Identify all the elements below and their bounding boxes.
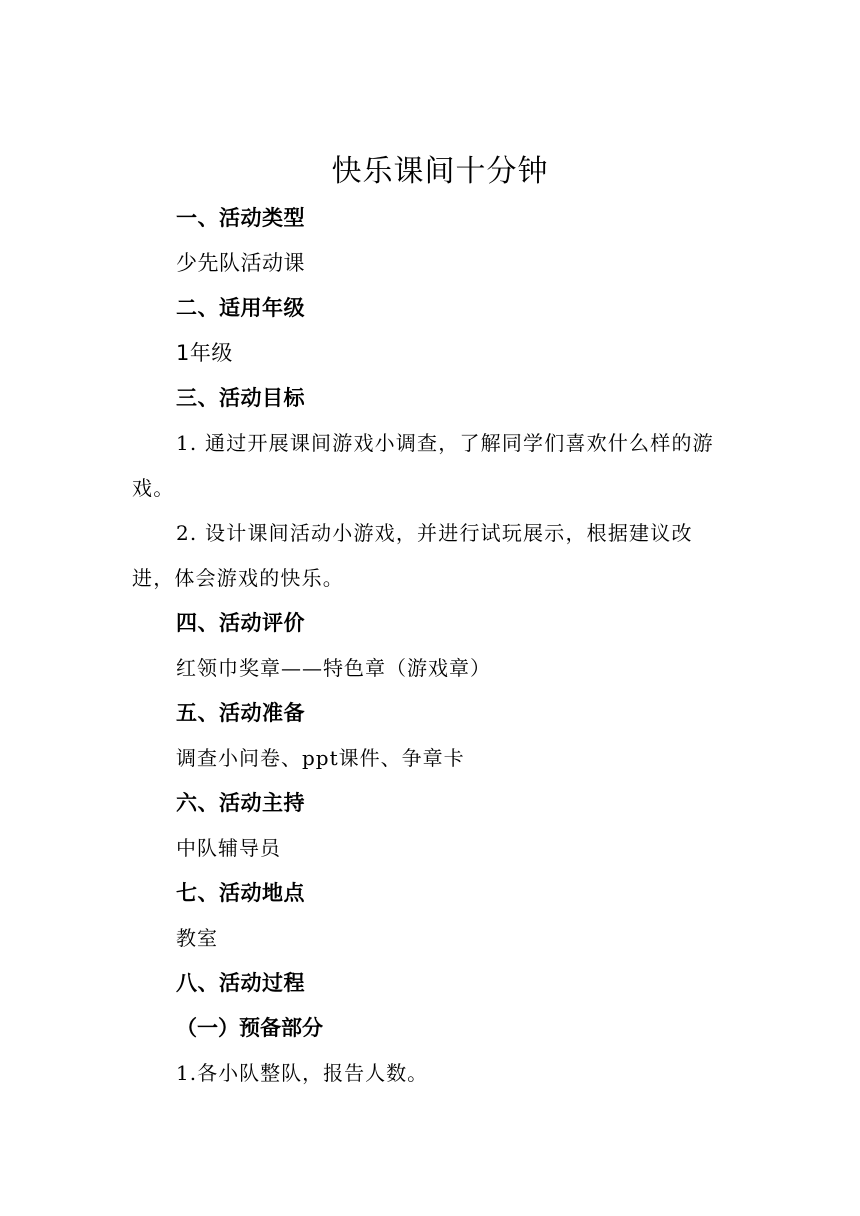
activity-type-text: 少先队活动课 — [176, 251, 305, 275]
preparation-text: 调查小问卷、ppt课件、争章卡 — [176, 746, 465, 770]
location-text: 教室 — [176, 926, 218, 950]
section-heading-host: 六、活动主持 — [176, 791, 305, 815]
section-heading-evaluation: 四、活动评价 — [176, 611, 305, 635]
section-heading-preparation: 五、活动准备 — [176, 701, 305, 725]
document-title: 快乐课间十分钟 — [331, 154, 549, 189]
section-heading-location: 七、活动地点 — [176, 881, 305, 905]
section-heading-grade: 二、适用年级 — [176, 296, 305, 320]
grade-text: 1年级 — [176, 341, 233, 365]
host-text: 中队辅导员 — [176, 836, 281, 860]
section-heading-activity-type: 一、活动类型 — [176, 206, 305, 230]
subsection-heading-preparation-part: （一）预备部分 — [176, 1016, 323, 1040]
process-step-1: 1.各小队整队，报告人数。 — [176, 1061, 429, 1085]
goal-item-2: 2. 设计课间活动小游戏，并进行试玩展示，根据建议改进，体会游戏的快乐。 — [132, 521, 693, 590]
evaluation-text: 红领巾奖章——特色章（游戏章） — [176, 656, 491, 680]
section-heading-goals: 三、活动目标 — [176, 386, 305, 410]
section-heading-process: 八、活动过程 — [176, 971, 305, 995]
goal-item-1: 1. 通过开展课间游戏小调查，了解同学们喜欢什么样的游戏。 — [132, 431, 714, 500]
